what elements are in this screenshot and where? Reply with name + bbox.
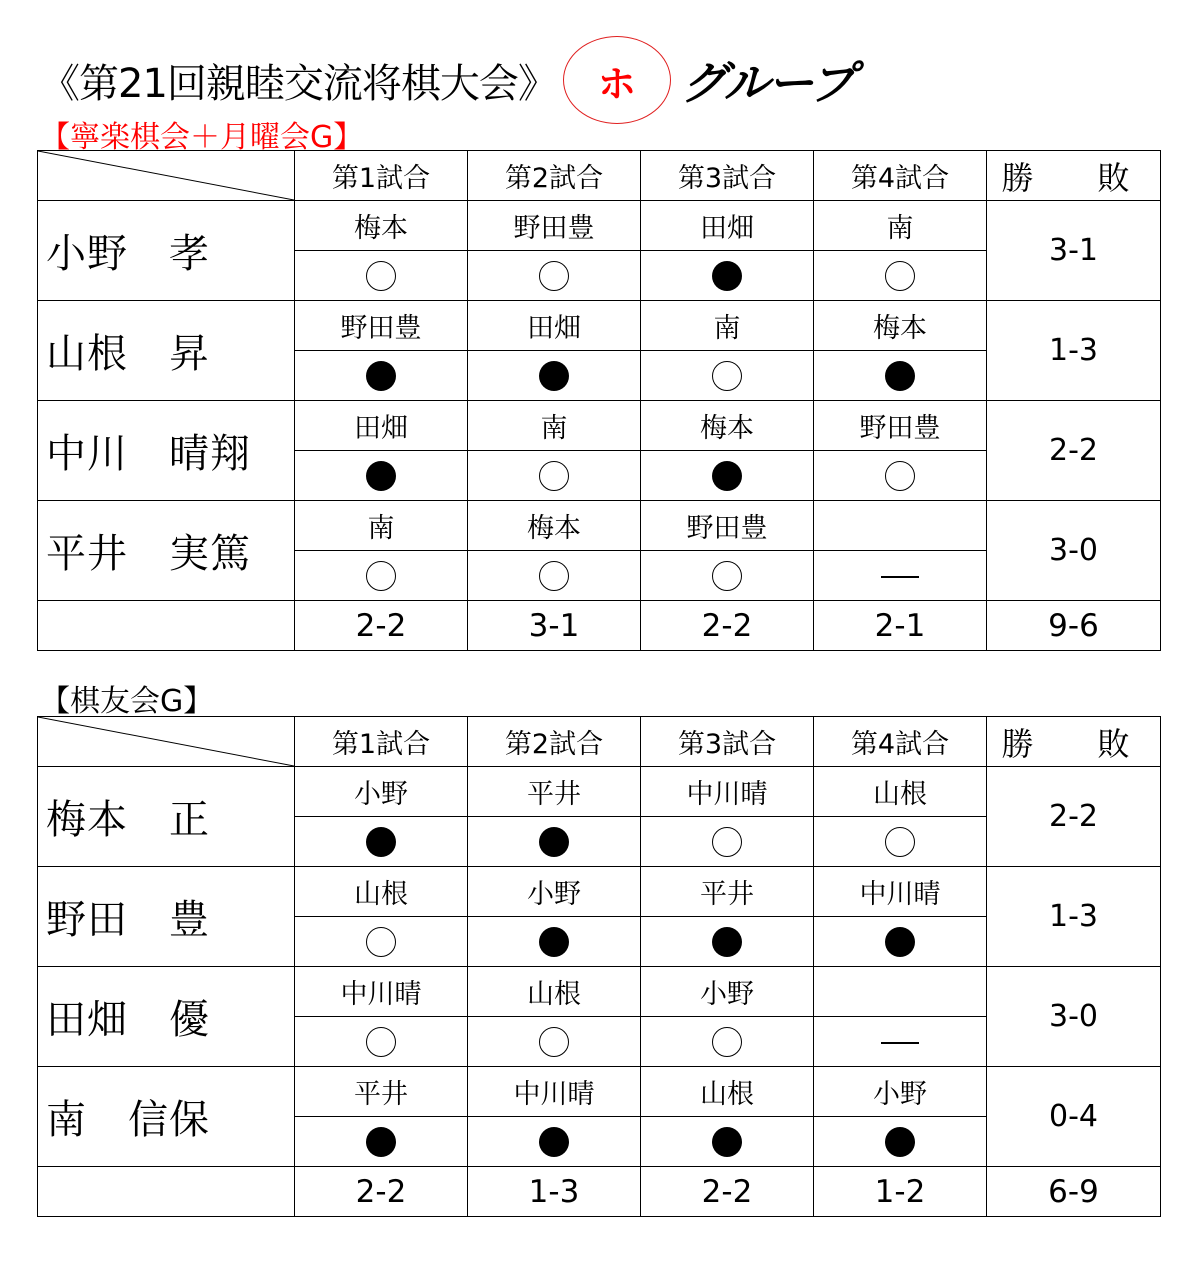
game-total: 2-1	[814, 601, 987, 651]
loss-dot-icon	[366, 361, 396, 391]
result-cell	[295, 917, 468, 967]
header-game-2: 第2試合	[468, 717, 641, 767]
win-circle-icon	[712, 827, 742, 857]
title-row	[40, 40, 853, 120]
opponent-cell: 南	[814, 201, 987, 251]
game-total: 2-2	[641, 1167, 814, 1217]
result-cell	[468, 351, 641, 401]
loss-dot-icon	[885, 361, 915, 391]
opponent-cell: 山根	[641, 1067, 814, 1117]
opponent-cell: 山根	[814, 767, 987, 817]
result-cell	[295, 551, 468, 601]
header-game-2: 第2試合	[468, 151, 641, 201]
game-total: 2-2	[295, 601, 468, 651]
win-circle-icon	[885, 461, 915, 491]
player-record: 3-1	[987, 201, 1161, 301]
game-total: 2-2	[641, 601, 814, 651]
opponent-cell: 山根	[468, 967, 641, 1017]
opponent-cell: 南	[295, 501, 468, 551]
player-row-opponents	[38, 767, 1161, 817]
diagonal-line	[38, 151, 294, 200]
win-circle-icon	[712, 1027, 742, 1057]
result-cell	[468, 451, 641, 501]
opponent-cell: 野田豊	[468, 201, 641, 251]
opponent-cell: 小野	[641, 967, 814, 1017]
corner-cell	[38, 717, 295, 767]
grand-total: 6-9	[987, 1167, 1161, 1217]
result-cell	[295, 817, 468, 867]
result-cell	[295, 251, 468, 301]
loss-dot-icon	[539, 1127, 569, 1157]
results-table-2	[37, 716, 1161, 1217]
group-label-1: 【寧楽棋会＋月曜会G】	[40, 120, 364, 155]
player-record: 0-4	[987, 1067, 1161, 1167]
opponent-cell: 小野	[295, 767, 468, 817]
result-cell	[295, 351, 468, 401]
diagonal-line	[38, 717, 294, 766]
player-record: 3-0	[987, 501, 1161, 601]
result-cell	[641, 1117, 814, 1167]
opponent-cell: 梅本	[468, 501, 641, 551]
result-cell	[468, 251, 641, 301]
group-word: グループ	[680, 56, 854, 110]
player-name: 田畑 優	[38, 967, 295, 1067]
opponent-cell: 南	[641, 301, 814, 351]
opponent-cell: 野田豊	[295, 301, 468, 351]
opponent-cell: 中川晴	[295, 967, 468, 1017]
win-circle-icon	[885, 827, 915, 857]
header-game-4: 第4試合	[814, 717, 987, 767]
result-cell	[814, 917, 987, 967]
result-cell	[814, 551, 987, 601]
header-game-3: 第3試合	[641, 717, 814, 767]
result-cell	[814, 1117, 987, 1167]
result-cell	[641, 917, 814, 967]
result-cell	[814, 451, 987, 501]
header-win-loss: 勝 敗	[987, 151, 1161, 201]
opponent-cell: 中川晴	[641, 767, 814, 817]
opponent-cell: 野田豊	[641, 501, 814, 551]
win-circle-icon	[712, 561, 742, 591]
player-name: 中川 晴翔	[38, 401, 295, 501]
opponent-cell: 中川晴	[468, 1067, 641, 1117]
opponent-cell: 梅本	[641, 401, 814, 451]
player-record: 1-3	[987, 867, 1161, 967]
opponent-cell	[814, 501, 987, 551]
player-row-opponents	[38, 201, 1161, 251]
opponent-cell: 田畑	[641, 201, 814, 251]
header-game-1: 第1試合	[295, 717, 468, 767]
opponent-cell: 梅本	[295, 201, 468, 251]
result-cell	[814, 351, 987, 401]
opponent-cell: 南	[468, 401, 641, 451]
loss-dot-icon	[366, 1127, 396, 1157]
opponent-cell: 小野	[468, 867, 641, 917]
result-cell	[468, 817, 641, 867]
result-cell	[295, 1017, 468, 1067]
game-total: 1-2	[814, 1167, 987, 1217]
header-game-3: 第3試合	[641, 151, 814, 201]
game-total: 3-1	[468, 601, 641, 651]
win-circle-icon	[539, 1027, 569, 1057]
loss-dot-icon	[712, 261, 742, 291]
player-name: 小野 孝	[38, 201, 295, 301]
player-row-opponents	[38, 967, 1161, 1017]
loss-dot-icon	[712, 461, 742, 491]
result-cell	[641, 251, 814, 301]
result-cell	[468, 1017, 641, 1067]
loss-dot-icon	[366, 461, 396, 491]
result-cell	[468, 917, 641, 967]
group-letter-circle: ホ	[563, 36, 671, 124]
loss-dot-icon	[539, 361, 569, 391]
result-cell	[814, 251, 987, 301]
opponent-cell: 田畑	[295, 401, 468, 451]
header-row	[38, 151, 1161, 201]
no-game-dash-icon	[881, 576, 919, 578]
win-circle-icon	[539, 261, 569, 291]
no-game-dash-icon	[881, 1042, 919, 1044]
win-circle-icon	[885, 261, 915, 291]
result-cell	[814, 817, 987, 867]
result-cell	[641, 817, 814, 867]
header-row	[38, 717, 1161, 767]
player-name: 野田 豊	[38, 867, 295, 967]
group-label-2: 【棋友会G】	[40, 684, 214, 719]
totals-row	[38, 1167, 1161, 1217]
results-table-1	[37, 150, 1161, 651]
result-cell	[641, 451, 814, 501]
opponent-cell: 中川晴	[814, 867, 987, 917]
win-circle-icon	[366, 1027, 396, 1057]
opponent-cell: 平井	[468, 767, 641, 817]
opponent-cell	[814, 967, 987, 1017]
opponent-cell: 山根	[295, 867, 468, 917]
loss-dot-icon	[885, 1127, 915, 1157]
player-record: 3-0	[987, 967, 1161, 1067]
player-name: 山根 昇	[38, 301, 295, 401]
header-game-1: 第1試合	[295, 151, 468, 201]
win-circle-icon	[539, 561, 569, 591]
opponent-cell: 田畑	[468, 301, 641, 351]
player-record: 2-2	[987, 767, 1161, 867]
player-name: 平井 実篤	[38, 501, 295, 601]
totals-row	[38, 601, 1161, 651]
result-cell	[814, 1017, 987, 1067]
loss-dot-icon	[885, 927, 915, 957]
corner-cell	[38, 151, 295, 201]
result-cell	[641, 551, 814, 601]
game-total: 1-3	[468, 1167, 641, 1217]
win-circle-icon	[366, 561, 396, 591]
totals-blank-cell	[38, 601, 295, 651]
player-name: 南 信保	[38, 1067, 295, 1167]
totals-blank-cell	[38, 1167, 295, 1217]
game-total: 2-2	[295, 1167, 468, 1217]
player-row-opponents	[38, 1067, 1161, 1117]
opponent-cell: 小野	[814, 1067, 987, 1117]
opponent-cell: 梅本	[814, 301, 987, 351]
opponent-cell: 平井	[641, 867, 814, 917]
win-circle-icon	[539, 461, 569, 491]
grand-total: 9-6	[987, 601, 1161, 651]
page-title: 《第21回親睦交流将棋大会》	[40, 60, 557, 107]
loss-dot-icon	[539, 827, 569, 857]
opponent-cell: 平井	[295, 1067, 468, 1117]
player-row-opponents	[38, 401, 1161, 451]
result-cell	[295, 1117, 468, 1167]
player-name: 梅本 正	[38, 767, 295, 867]
loss-dot-icon	[539, 927, 569, 957]
result-cell	[468, 551, 641, 601]
opponent-cell: 野田豊	[814, 401, 987, 451]
win-circle-icon	[366, 927, 396, 957]
player-record: 1-3	[987, 301, 1161, 401]
player-row-opponents	[38, 301, 1161, 351]
loss-dot-icon	[366, 827, 396, 857]
header-win-loss: 勝 敗	[987, 717, 1161, 767]
player-record: 2-2	[987, 401, 1161, 501]
player-row-opponents	[38, 501, 1161, 551]
result-cell	[468, 1117, 641, 1167]
win-circle-icon	[712, 361, 742, 391]
result-cell	[641, 1017, 814, 1067]
loss-dot-icon	[712, 927, 742, 957]
result-cell	[295, 451, 468, 501]
win-circle-icon	[366, 261, 396, 291]
loss-dot-icon	[712, 1127, 742, 1157]
header-game-4: 第4試合	[814, 151, 987, 201]
player-row-opponents	[38, 867, 1161, 917]
result-cell	[641, 351, 814, 401]
